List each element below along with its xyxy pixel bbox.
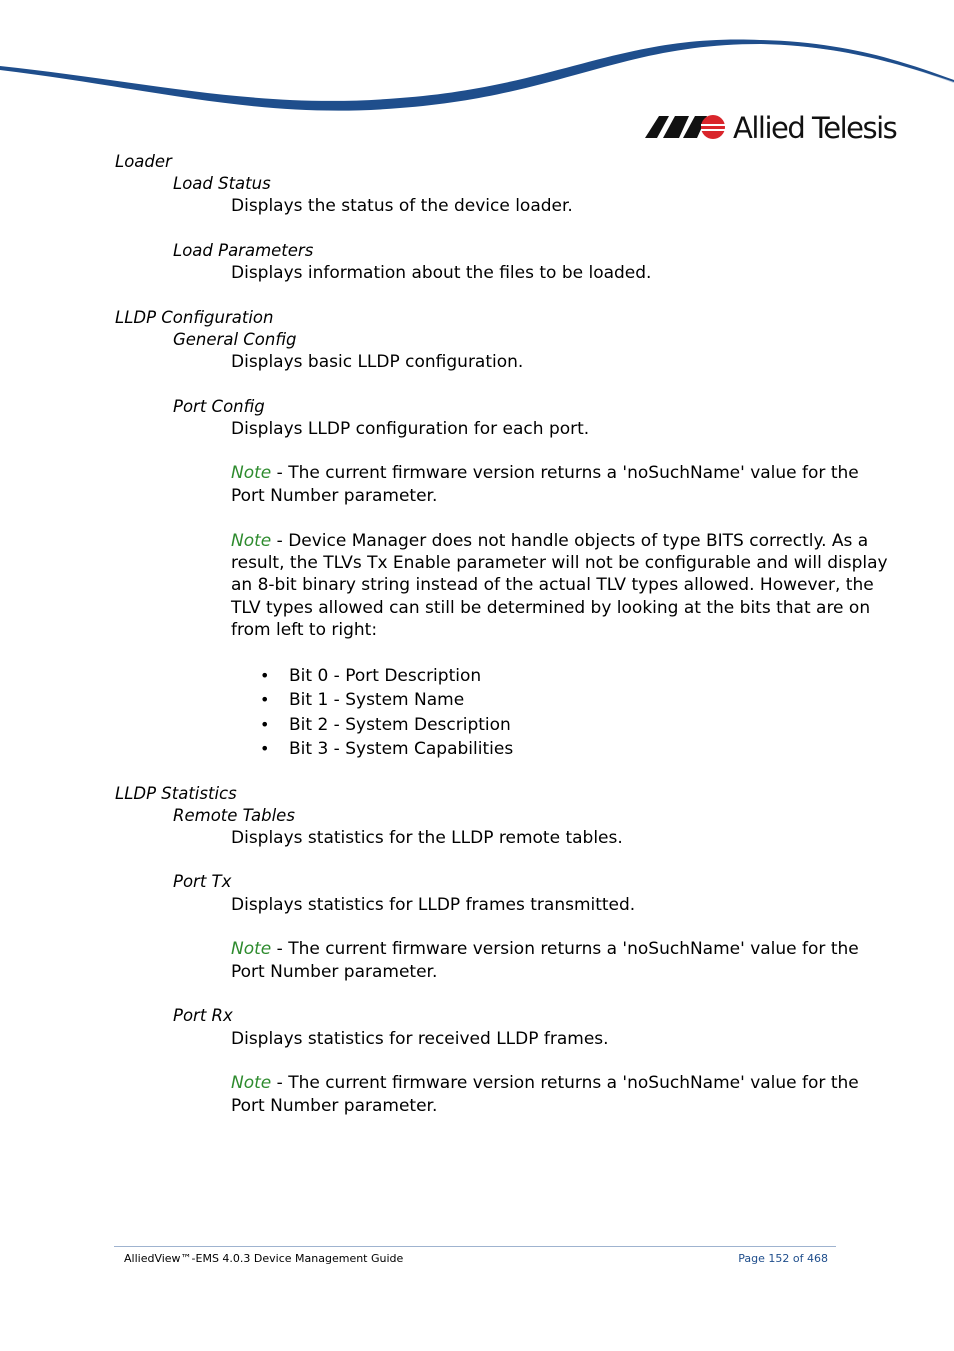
footer-page-number: Page 152 of 468 xyxy=(738,1252,828,1265)
item-desc-port-config: Displays LLDP configuration for each port. xyxy=(231,419,590,439)
note-paragraph xyxy=(231,938,859,960)
note-text: TLV types allowed can still be determined by looking at the bits that are on xyxy=(231,598,871,618)
bullet-icon: • xyxy=(260,715,270,734)
note-text: from left to right: xyxy=(231,620,378,640)
note-text: - The current firmware version returns a 'noSuchName' value for the xyxy=(271,939,859,959)
item-title-port-rx: Port Rx xyxy=(173,1006,233,1025)
note-text: Port Number parameter. xyxy=(231,962,438,982)
footer-document-title: AlliedView™-EMS 4.0.3 Device Management Guide xyxy=(124,1252,404,1265)
note-paragraph xyxy=(231,462,859,484)
logo-wordmark: Allied Telesis xyxy=(733,111,897,145)
bullet-icon: • xyxy=(260,690,270,709)
section-title-lldp-configuration: LLDP Configuration xyxy=(115,308,274,327)
note-label: Note xyxy=(231,1073,272,1093)
item-desc-load-status: Displays the status of the device loader. xyxy=(231,196,573,216)
list-item: Bit 2 - System Description xyxy=(289,715,511,735)
item-desc-remote-tables: Displays statistics for the LLDP remote tables. xyxy=(231,828,623,848)
item-desc-port-rx: Displays statistics for received LLDP frames. xyxy=(231,1029,609,1049)
item-title-port-config: Port Config xyxy=(173,397,265,416)
section-title-lldp-statistics: LLDP Statistics xyxy=(115,784,237,803)
item-title-remote-tables: Remote Tables xyxy=(173,806,295,825)
note-text: - The current firmware version returns a 'noSuchName' value for the xyxy=(271,1073,859,1093)
item-title-port-tx: Port Tx xyxy=(173,872,232,891)
note-text: - Device Manager does not handle objects of type BITS correctly. As a xyxy=(271,531,869,551)
note-text: result, the TLVs Tx Enable parameter will not be configurable and will display xyxy=(231,553,888,573)
note-label: Note xyxy=(231,463,272,483)
note-paragraph xyxy=(231,530,868,552)
item-desc-load-parameters: Displays information about the files to be loaded. xyxy=(231,263,652,283)
item-desc-general-config: Displays basic LLDP configuration. xyxy=(231,352,524,372)
allied-telesis-mark-icon xyxy=(645,108,727,148)
section-title-loader: Loader xyxy=(115,152,172,171)
bullet-icon: • xyxy=(260,739,270,758)
note-paragraph xyxy=(231,1072,859,1094)
item-title-general-config: General Config xyxy=(173,330,297,349)
note-text: - The current firmware version returns a 'noSuchName' value for the xyxy=(271,463,859,483)
note-text: Port Number parameter. xyxy=(231,1096,438,1116)
note-label: Note xyxy=(231,939,272,959)
item-title-load-parameters: Load Parameters xyxy=(173,241,314,260)
list-item: Bit 0 - Port Description xyxy=(289,666,482,686)
bullet-icon: • xyxy=(260,666,270,685)
list-item: Bit 1 - System Name xyxy=(289,690,465,710)
item-desc-port-tx: Displays statistics for LLDP frames transmitted. xyxy=(231,895,636,915)
company-logo xyxy=(645,108,905,148)
note-text: an 8-bit binary string instead of the actual TLV types allowed. However, the xyxy=(231,575,874,595)
note-label: Note xyxy=(231,531,272,551)
footer-divider xyxy=(114,1246,836,1247)
item-title-load-status: Load Status xyxy=(173,174,271,193)
note-text: Port Number parameter. xyxy=(231,486,438,506)
list-item: Bit 3 - System Capabilities xyxy=(289,739,514,759)
